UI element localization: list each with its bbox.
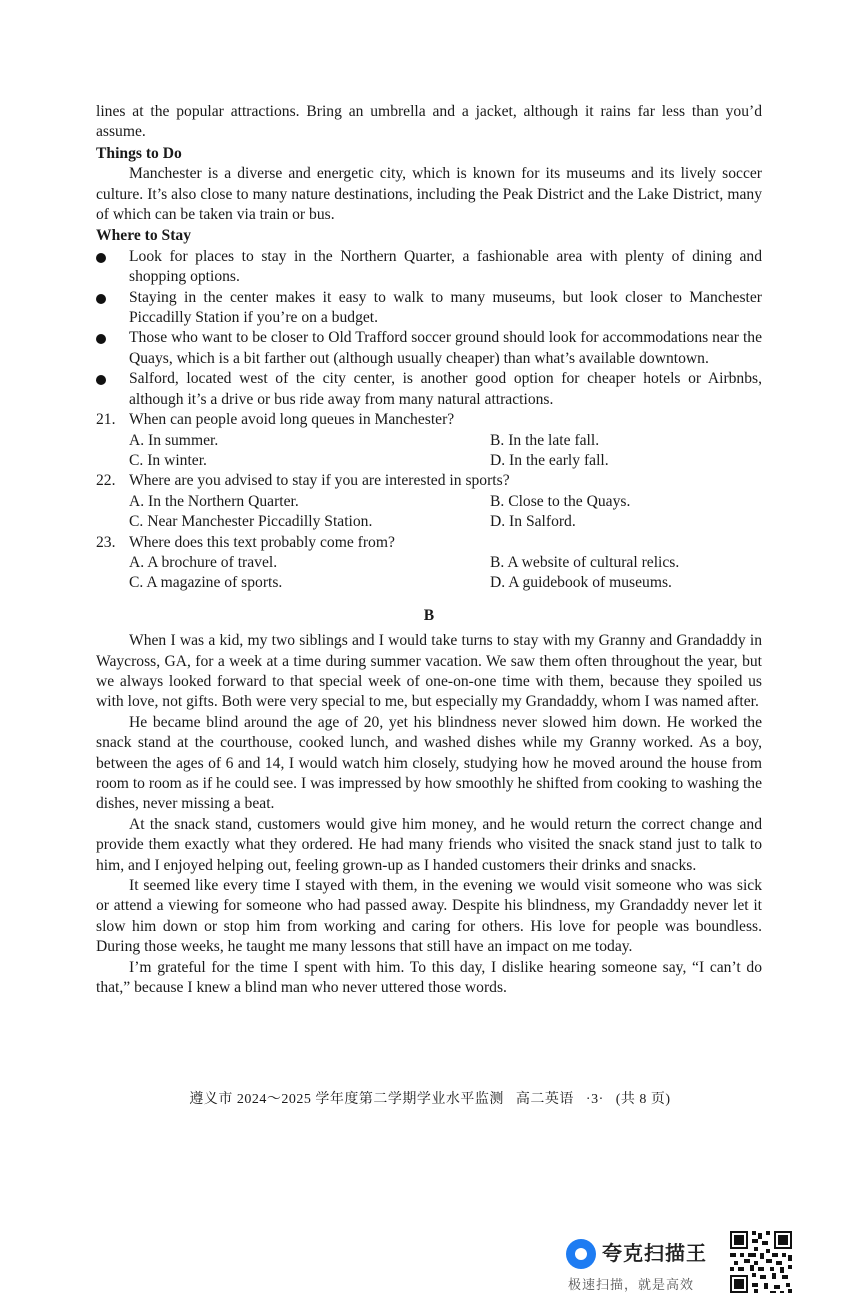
section-b-label: B (423, 606, 435, 624)
bullet-icon (96, 375, 106, 385)
question-23 (96, 533, 762, 594)
bullet-text: Look for places to stay in the Northern Quarter, a fashionable area with plenty of dining and shopping options. (129, 247, 762, 286)
scanner-watermark (566, 1235, 732, 1295)
brand-slogan: 极速扫描，就是高效 (568, 1278, 695, 1293)
list-item (96, 247, 762, 288)
option-b: B. A website of cultural relics. (490, 553, 680, 571)
bullet-icon (96, 253, 106, 263)
list-item (96, 369, 762, 410)
list-item (96, 328, 762, 369)
brand-name: 夸克扫描王 (602, 1241, 707, 1265)
passage-paragraph: He became blind around the age of 20, yet his blindness never slowed him down. He worked the snack stand at the courthouse, cooked lunch, and washed dishes while my Granny worked. As a boy, between the ages of 6 and 14, I would watch him closely, studying how he moved around the house from room to room as if he could see. I was impressed by how smoothly he shifted from cooking to washing the dishes, never missing a beat. (96, 713, 762, 813)
question-text: Where are you advised to stay if you are interested in sports? (129, 472, 510, 490)
bullet-icon (96, 294, 106, 304)
page-number: ·3· (585, 1092, 604, 1107)
option-a: A. In the Northern Quarter. (129, 492, 299, 510)
where-to-stay-heading: Where to Stay (96, 227, 191, 245)
bullet-text: Salford, located west of the city center, is another good option for cheaper hotels or Airbnbs, although it’s a drive or bus ride away from many natural attractions. (129, 370, 762, 408)
question-stem (96, 471, 762, 491)
option-a: A. In summer. (129, 431, 219, 449)
option-b: B. In the late fall. (490, 431, 600, 449)
list-item (96, 288, 762, 329)
bullet-text: Staying in the center makes it easy to walk to many museums, but look closer to Manchester Piccadilly Station if you’re on a budget. (129, 288, 762, 327)
page-footer (0, 1088, 860, 1108)
page-content (96, 102, 762, 998)
option-d: D. In Salford. (490, 513, 576, 531)
question-options (96, 431, 762, 472)
option-d: D. In the early fall. (490, 451, 609, 469)
passage-paragraph: At the snack stand, customers would give him money, and he would return the correct change and provide them exactly what they ordered. He had many friends who visited the snack stand just to talk to him, and I enjoyed helping out, feeling grown-up as I handed customers their drinks and snacks. (96, 815, 762, 874)
option-c: C. A magazine of sports. (129, 574, 283, 592)
where-to-stay-list (96, 247, 762, 410)
option-c: C. In winter. (129, 451, 207, 469)
question-number: 23. (96, 533, 116, 551)
passage-paragraph: I’m grateful for the time I spent with him. To this day, I dislike hearing someone say, “I can’t do that,” because I knew a blind man who never uttered those words. (96, 958, 762, 997)
option-d: D. A guidebook of museums. (490, 574, 672, 592)
option-c: C. Near Manchester Piccadilly Station. (129, 513, 373, 531)
option-b: B. Close to the Quays. (490, 492, 631, 510)
things-to-do-heading: Things to Do (96, 144, 182, 162)
passage-paragraph: It seemed like every time I stayed with them, in the evening we would visit someone who was sick or attend a viewing for someone who had passed away. Despite his blindness, my Grandaddy never let it slow him down or stop him from working and caring for others. His love for people was boundless. During those weeks, he taught me many lessons that still have an impact on me today. (96, 877, 762, 956)
question-number: 22. (96, 472, 116, 490)
intro-paragraph: lines at the popular attractions. Bring an umbrella and a jacket, although it rains far less than you’d assume. (96, 103, 762, 141)
option-a: A. A brochure of travel. (129, 553, 278, 571)
question-options (96, 553, 762, 594)
question-options (96, 492, 762, 533)
exam-title: 遵义市 2024～2025 学年度第二学期学业水平监测 (189, 1092, 504, 1107)
question-22 (96, 471, 762, 532)
bullet-icon (96, 334, 106, 344)
bullet-text: Those who want to be closer to Old Trafford soccer ground should look for accommodations near the Quays, which is a bit farther out (although usually cheaper) than what’s available downtown. (129, 329, 762, 367)
qr-code-icon (728, 1229, 794, 1295)
page-total: (共 8 页) (615, 1092, 671, 1107)
quark-logo-icon (566, 1239, 596, 1269)
question-stem (96, 410, 762, 430)
question-text: Where does this text probably come from? (129, 533, 395, 551)
question-number: 21. (96, 411, 116, 429)
subject-label: 高二英语 (515, 1092, 574, 1107)
question-text: When can people avoid long queues in Manchester? (129, 411, 455, 429)
things-to-do-text: Manchester is a diverse and energetic city, which is known for its museums and its lively soccer culture. It’s also close to many nature destinations, including the Peak District and the Lake District, many of which can be taken via train or bus. (96, 165, 762, 224)
question-stem (96, 533, 762, 553)
question-21 (96, 410, 762, 471)
passage-paragraph: When I was a kid, my two siblings and I would take turns to stay with my Granny and Grandaddy in Waycross, GA, for a week at a time during summer vacation. We saw them often throughout the year, but we always looked forward to that special week of one-on-one time with them, because they spoiled us with love, not gifts. Both were very special to me, but especially my Grandaddy, whom I was named after. (96, 632, 762, 711)
